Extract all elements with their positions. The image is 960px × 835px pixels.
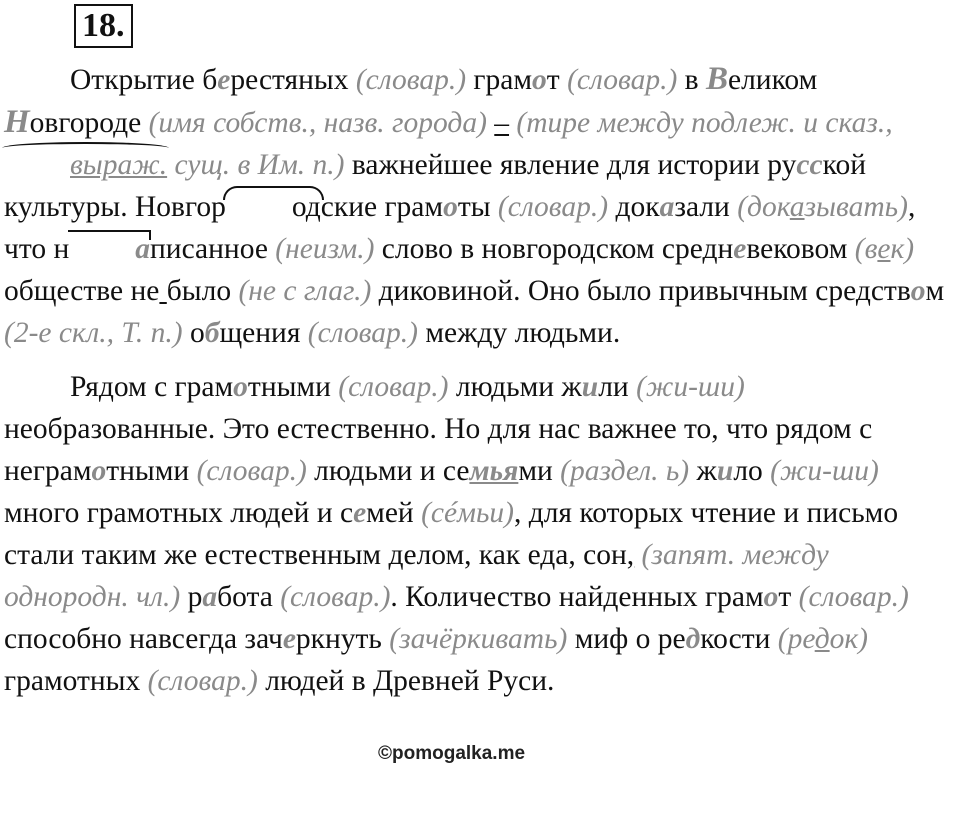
text-run: способно навсегда зач (4, 623, 283, 655)
text-run: между людьми. (417, 317, 621, 349)
highlighted-prefix: а (69, 228, 150, 270)
highlighted-letters: сс (796, 149, 823, 181)
grammar-note: ок) (829, 623, 868, 655)
highlighted-letter: е (733, 233, 747, 265)
highlighted-letters-underlined: мья (469, 455, 519, 487)
grammar-note-underlined: д (814, 623, 830, 655)
grammar-note: (запят. между однородн. чл.) (4, 539, 829, 613)
text-run: сон (575, 539, 627, 571)
underlined-comma: , (568, 539, 576, 571)
text-run: м (925, 275, 945, 307)
text-run: еликом (727, 64, 818, 96)
highlighted-letter: и (581, 371, 599, 403)
text-run (634, 539, 641, 571)
grammar-note: (раздел. ь) (560, 455, 690, 487)
text-run: т (546, 64, 568, 96)
highlighted-letter: и (716, 455, 734, 487)
text-run: важнейшее явление для истории ру (344, 149, 797, 181)
text-run: ж (689, 455, 717, 487)
root-mark: од (226, 186, 321, 228)
highlighted-letter: а (659, 191, 675, 223)
grammar-note: (словар.) (798, 581, 909, 613)
text-run: тными (247, 371, 339, 403)
grammar-note: (словар.) (338, 371, 449, 403)
highlighted-letter: д (685, 623, 701, 655)
grammar-note: (словар.) (280, 581, 391, 613)
text-run: ли (598, 371, 637, 403)
grammar-note: (словар.) (567, 64, 678, 96)
grammar-note: к) (890, 233, 915, 265)
text-run: кой культуры. Новгор (4, 149, 866, 223)
text-run: р (180, 581, 203, 613)
grammar-note: (зачёркивать) (389, 623, 568, 655)
grammar-note: (жи-ши) (770, 455, 879, 487)
text-run: писанное (150, 233, 276, 265)
highlighted-letter: о (532, 64, 547, 96)
highlighted-letter: о (91, 455, 107, 487)
text-run: о (182, 317, 205, 349)
highlighted-letter: о (910, 275, 926, 307)
grammar-note: (ре (777, 623, 815, 655)
text-run: диковиной. Оно было привычным средств (371, 275, 911, 307)
grammar-note: (док (737, 191, 790, 223)
exercise-number: 18. (74, 4, 133, 48)
grammar-note: сущ. в Им. п.) (167, 149, 345, 181)
text-run: мей (366, 497, 422, 529)
grammar-note: (2-е скл., Т. п.) (4, 317, 183, 349)
highlighted-capital: Н (4, 104, 30, 140)
grammar-note: (имя собств., назв. города) (148, 107, 487, 139)
exercise-text (4, 58, 956, 702)
text-run: щения (219, 317, 308, 349)
text-run: Открытие б (70, 64, 218, 96)
text-run: людьми ж (448, 371, 582, 403)
paragraph-2 (4, 366, 956, 702)
highlighted-letter: о (763, 581, 779, 613)
grammar-note: (словар.) (147, 665, 258, 697)
text-run: , что н (4, 191, 916, 265)
text-run: бота (217, 581, 281, 613)
highlighted-letter: б (204, 317, 220, 349)
text-run: зали (674, 191, 738, 223)
text-run: вековом (746, 233, 855, 265)
highlighted-letter: о (443, 191, 458, 223)
text-run: много грамотных людей и с (4, 497, 354, 529)
highlighted-letter: а (202, 581, 218, 613)
text-run: док (608, 191, 660, 223)
grammar-note-marked: выраж. (4, 144, 167, 186)
text-run: грам (466, 64, 533, 96)
grammar-note: (тире между подлеж. и сказ., (516, 107, 893, 139)
underlined-dash: – (494, 107, 510, 139)
text-run: грамотных (4, 665, 148, 697)
highlighted-letter: о (233, 371, 248, 403)
watermark: ©pomogalka.me (378, 743, 526, 764)
text-run: ми (518, 455, 561, 487)
text-run: кости (700, 623, 778, 655)
text-run: овгороде (29, 107, 149, 139)
text-run: тными (106, 455, 197, 487)
grammar-note: (словар.) (196, 455, 307, 487)
grammar-note: (словар.) (355, 64, 467, 96)
text-run: людьми и се (306, 455, 470, 487)
text-run: ло (733, 455, 771, 487)
text-run: , для которых чтение и письмо стали таким же естественным делом, как еда (4, 497, 899, 571)
grammar-note-underlined: а (789, 191, 805, 223)
text-run: . Количество найденных грам (390, 581, 764, 613)
text-run: обществе не (4, 275, 160, 307)
text-run: ты (457, 191, 498, 223)
text-run: было (166, 275, 239, 307)
grammar-note: зывать) (804, 191, 908, 223)
paragraph-1 (4, 58, 956, 354)
grammar-note-underlined: е (877, 233, 891, 265)
grammar-note: (неизм.) (275, 233, 375, 265)
highlighted-letter: е (217, 64, 231, 96)
underlined-comma: , (626, 539, 635, 571)
highlighted-letter: е (282, 623, 296, 655)
grammar-note: (словар.) (307, 317, 418, 349)
grammar-note: (словар.) (497, 191, 609, 223)
text-run: слово в новгородском средн (374, 233, 734, 265)
grammar-note: (жи-ши) (636, 371, 745, 403)
text-run: Рядом с грам (70, 371, 234, 403)
text-run: рестяных (230, 64, 356, 96)
grammar-note: (не с глаг.) (238, 275, 372, 307)
grammar-note: (в (854, 233, 878, 265)
text-run: людей в Древней Руси. (257, 665, 555, 697)
highlighted-capital: В (705, 61, 728, 97)
text-run: миф о ре (567, 623, 686, 655)
text-run: т (778, 581, 799, 613)
text-run: в (677, 64, 706, 96)
text-run: ркнуть (295, 623, 390, 655)
underlined-space (159, 275, 166, 307)
grammar-note: (сéмьи) (421, 497, 514, 529)
text-run: необразованные. Это естественно. Но для нас важнее то, что рядом с неграм (4, 413, 873, 487)
highlighted-letter: е (353, 497, 367, 529)
text-run: ские грам (320, 191, 444, 223)
